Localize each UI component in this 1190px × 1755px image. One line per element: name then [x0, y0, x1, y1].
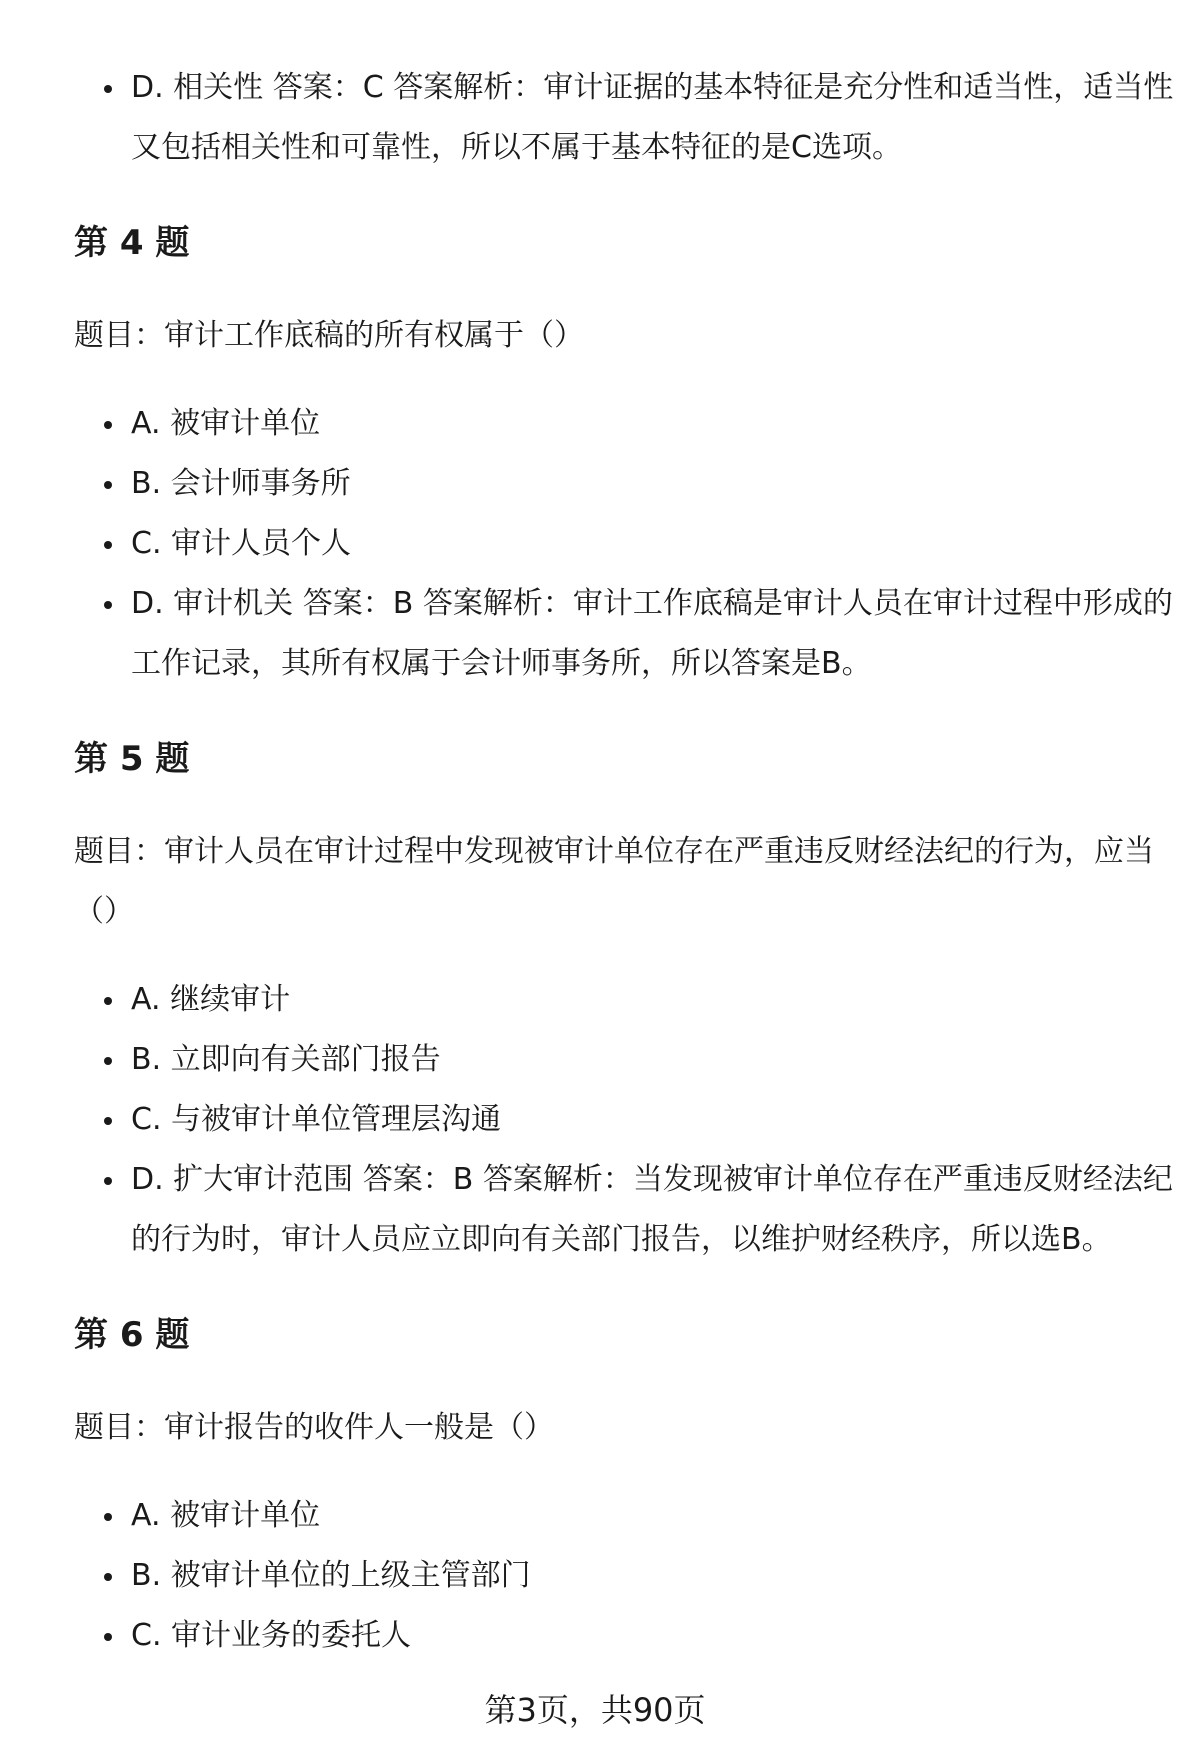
question-4 — [74, 218, 1174, 694]
option-a: A. 继续审计 — [74, 970, 1174, 1030]
option-b: B. 立即向有关部门报告 — [74, 1030, 1174, 1090]
option-list — [74, 1486, 1174, 1666]
option-a: A. 被审计单位 — [74, 394, 1174, 454]
question-title: 第 4 题 — [74, 223, 190, 263]
question-title: 第 6 题 — [74, 1315, 190, 1355]
option-b: B. 被审计单位的上级主管部门 — [74, 1546, 1174, 1606]
question-6 — [74, 1310, 1174, 1666]
question-title: 第 5 题 — [74, 739, 190, 779]
document-body — [74, 58, 1174, 1666]
option-d-with-answer: D. 审计机关 答案：B 答案解析：审计工作底稿是审计人员在审计过程中形成的工作记录，其所有权属于会计师事务所，所以答案是B。 — [74, 574, 1174, 694]
option-d-with-answer: D. 相关性 答案：C 答案解析：审计证据的基本特征是充分性和适当性，适当性又包括相关性和可靠性，所以不属于基本特征的是C选项。 — [74, 58, 1174, 178]
option-d-with-answer: D. 扩大审计范围 答案：B 答案解析：当发现被审计单位存在严重违反财经法纪的行为时，审计人员应立即向有关部门报告，以维护财经秩序，所以选B。 — [74, 1150, 1174, 1270]
option-c: C. 审计人员个人 — [74, 514, 1174, 574]
question-stem: 题目：审计报告的收件人一般是（） — [74, 1410, 554, 1445]
continued-options — [74, 58, 1174, 178]
page-footer: 第3页，共90页 — [484, 1691, 706, 1729]
question-stem: 题目：审计人员在审计过程中发现被审计单位存在严重违反财经法纪的行为，应当（） — [74, 834, 1154, 929]
option-list — [74, 394, 1174, 694]
option-c: C. 审计业务的委托人 — [74, 1606, 1174, 1666]
option-c: C. 与被审计单位管理层沟通 — [74, 1090, 1174, 1150]
question-5 — [74, 734, 1174, 1270]
option-list — [74, 970, 1174, 1270]
option-a: A. 被审计单位 — [74, 1486, 1174, 1546]
option-b: B. 会计师事务所 — [74, 454, 1174, 514]
question-stem: 题目：审计工作底稿的所有权属于（） — [74, 318, 584, 353]
